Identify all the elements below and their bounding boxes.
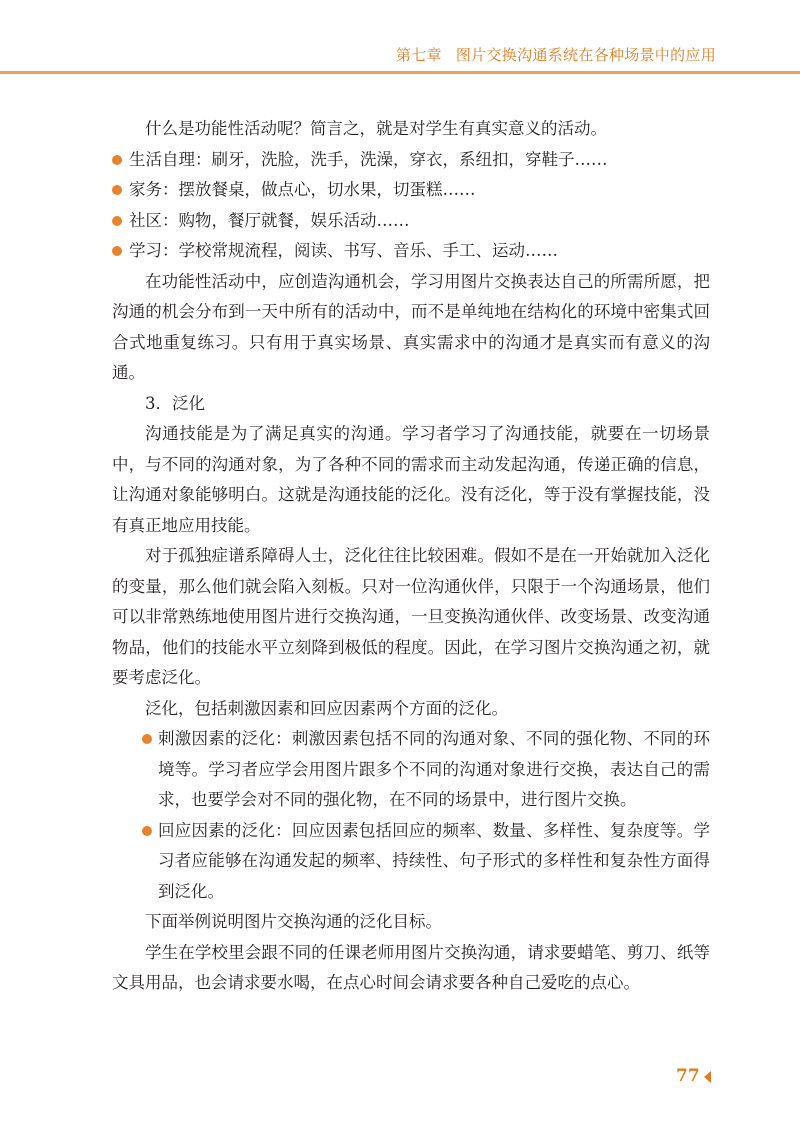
paragraph: 下面举例说明图片交换沟通的泛化目标。 (145, 912, 442, 931)
page-arrow-icon (704, 1071, 711, 1083)
paragraph: 泛化，包括刺激因素和回应因素两个方面的泛化。 (145, 698, 508, 718)
list-item: 家务：摆放餐桌，做点心，切水果，切蛋糕…… (112, 175, 710, 206)
list-item: 社区：购物，餐厅就餐，娱乐活动…… (112, 206, 710, 237)
bullet-dot-icon (112, 155, 122, 165)
list-item: 学习：学校常规流程，阅读、书写、音乐、手工、运动…… (112, 236, 710, 267)
bullet-dot-icon (142, 734, 152, 744)
running-head (0, 44, 716, 65)
list-item: 刺激因素的泛化：刺激因素包括不同的沟通对象、不同的强化物、不同的环境等。学习者应学会用图片跟多个不同的沟通对象进行交换，表达自己的需求，也要学会对不同的强化物，在不同的场景中，进行图片交换。 (112, 724, 710, 816)
page-number: 77 (676, 1066, 700, 1086)
page-body (112, 114, 710, 999)
intro-paragraph: 什么是功能性活动呢？简言之，就是对学生有真实意义的活动。 (145, 119, 607, 138)
section-heading: 3．泛化 (145, 393, 205, 413)
paragraph: 在功能性活动中，应创造沟通机会，学习用图片交换表达自己的所需所愿，把沟通的机会分布到一天中所有的活动中，而不是单纯地在结构化的环境中密集式回合式地重复练习。只有用于真实场景、真实需求中的沟通才是真实而有意义的沟通。 (112, 271, 710, 382)
chapter-label: 第七章 (395, 46, 442, 64)
header-rule (0, 71, 800, 74)
list-item: 回应因素的泛化：回应因素包括回应的频率、数量、多样性、复杂度等。学习者应能够在沟通发起的频率、持续性、句子形式的多样性和复杂性方面得到泛化。 (112, 816, 710, 908)
chapter-title: 图片交换沟通系统在各种场景中的应用 (455, 46, 716, 64)
bullet-dot-icon (112, 216, 122, 226)
paragraph: 对于孤独症谱系障碍人士，泛化往往比较困难。假如不是在一开始就加入泛化的变量，那么他们就会陷入刻板。只对一位沟通伙伴，只限于一个沟通场景，他们可以非常熟练地使用图片进行交换沟通，一旦变换沟通伙伴、改变场景、改变沟通物品，他们的技能水平立刻降到极低的程度。因此，在学习图片交换沟通之初，就要考虑泛化。 (112, 546, 710, 687)
bullet-dot-icon (142, 826, 152, 836)
list-item: 生活自理：刷牙，洗脸，洗手，洗澡，穿衣，系纽扣，穿鞋子…… (112, 145, 710, 176)
bullet-dot-icon (112, 185, 122, 195)
paragraph: 沟通技能是为了满足真实的沟通。学习者学习了沟通技能，就要在一切场景中，与不同的沟通对象，为了各种不同的需求而主动发起沟通，传递正确的信息，让沟通对象能够明白。这就是沟通技能的泛化。没有泛化，等于没有掌握技能，没有真正地应用技能。 (112, 424, 710, 535)
bullet-dot-icon (112, 246, 122, 256)
paragraph: 学生在学校里会跟不同的任课老师用图片交换沟通，请求要蜡笔、剪刀、纸等文具用品，也会请求要水喝，在点心时间会请求要各种自己爱吃的点心。 (112, 942, 710, 992)
